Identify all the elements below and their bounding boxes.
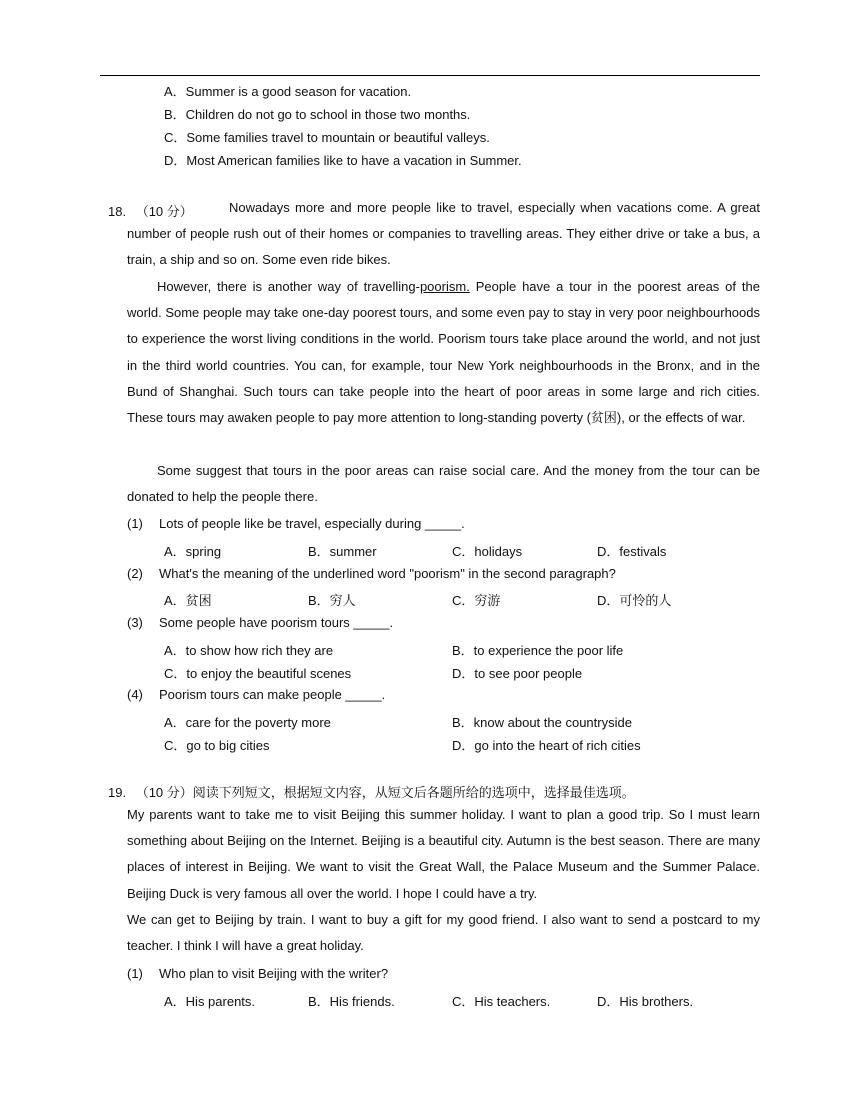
- q18-1-option-a[interactable]: A．spring: [164, 544, 222, 559]
- q18-1-option-d[interactable]: D．festivals: [597, 544, 667, 559]
- q19-paragraph-2: We can get to Beijing by train. I want to buy a gift for my good friend. I also want to send a postcard to my teacher. I think I will have a great holiday.: [127, 912, 760, 954]
- q18-sub-2: [127, 566, 616, 581]
- q18-1-option-b[interactable]: B．summer: [308, 544, 377, 559]
- q18-underlined-word: poorism.: [419, 279, 470, 294]
- q18-sub-4-num: (4): [127, 687, 143, 702]
- prev-option-b: B．Children do not go to school in those two months.: [164, 107, 471, 122]
- q19-1-option-d[interactable]: D．His brothers.: [597, 994, 694, 1009]
- q18-3-option-b[interactable]: B．to experience the poor life: [452, 643, 624, 658]
- q19-1-option-c[interactable]: C．His teachers.: [452, 994, 551, 1009]
- q18-number: 18.: [108, 204, 127, 219]
- q19-sub-1-num: (1): [127, 966, 143, 981]
- q18-4-option-d[interactable]: D．go into the heart of rich cities: [452, 738, 641, 753]
- q19-paragraph-1: My parents want to take me to visit Beijing this summer holiday. I want to plan a good trip. So I must learn something about Beijing on the Internet. Beijing is a beautiful city. Autumn is the best season. There are many places of interest in Beijing. We want to visit the Great Wall, the Palace Museum and the Summer Palace. Beijing Duck is very famous all over the world. I hope I could have a try.: [127, 807, 760, 901]
- q18-4-option-b[interactable]: B．know about the countryside: [452, 715, 632, 730]
- q18-sub-3-num: (3): [127, 615, 143, 630]
- q18-sub-3-text: Some people have poorism tours _____.: [159, 615, 394, 630]
- q18-3-option-a[interactable]: A．to show how rich they are: [164, 643, 334, 658]
- q18-sub-2-num: (2): [127, 566, 143, 581]
- q19-instruction: （10 分）阅读下列短文，根据短文内容，从短文后各题所给的选项中，选择最佳选项。: [135, 785, 635, 800]
- q18-sub-1-num: (1): [127, 516, 143, 531]
- q19-sub-1: [127, 966, 388, 981]
- q19-header: [108, 782, 635, 801]
- q18-sub-4-text: Poorism tours can make people _____.: [159, 687, 386, 702]
- prev-option-a: A．Summer is a good season for vacation.: [164, 84, 412, 99]
- q19-1-option-a[interactable]: A．His parents.: [164, 994, 256, 1009]
- q18-2-option-b[interactable]: B．穷人: [308, 593, 356, 608]
- q18-3-option-d[interactable]: D．to see poor people: [452, 666, 583, 681]
- q18-4-option-a[interactable]: A．care for the poverty more: [164, 715, 331, 730]
- q18-paragraph-3: Some suggest that tours in the poor areas can raise social care. And the money from the tour can be donated to help the people there.: [127, 463, 760, 505]
- prev-option-d: D．Most American families like to have a vacation in Summer.: [164, 153, 522, 168]
- q18-2-option-a[interactable]: A．贫困: [164, 593, 212, 608]
- q18-paragraph-2: [127, 274, 760, 431]
- q18-sub-1-text: Lots of people like be travel, especially during _____.: [159, 516, 465, 531]
- q18-p2-after: People have a tour in the poorest areas of the world. Some people may take one-day poorest tours, and some even pay to stay in very poor neighbourhoods to experience the worst living conditions in the world. Poorism tours take place around the world, and not just in the third world countries. You can, for example, tour New York neighbourhoods in the Bronx, and in the Bund of Shanghai. Such tours can take people into the heart of poor areas in some large and rich cities. These tours may awaken people to pay more attention to long-standing poverty (贫困), or the effects of war.: [127, 279, 760, 426]
- q18-score: （10 分）: [135, 204, 193, 219]
- prev-option-c: C．Some families travel to mountain or beautiful valleys.: [164, 130, 490, 145]
- q19-sub-1-text: Who plan to visit Beijing with the writer?: [159, 966, 389, 981]
- q19-number: 19.: [108, 785, 127, 800]
- q18-paragraph-1: Nowadays more and more people like to travel, especially when vacations come. A great number of people rush out of their homes or companies to travelling areas. They either drive or take a bus, a train, a ship and so on. Some even ride bikes.: [127, 200, 760, 268]
- q18-2-option-d[interactable]: D．可怜的人: [597, 593, 672, 608]
- q18-p2-before: However, there is another way of travelling-: [157, 279, 420, 294]
- header-rule: [100, 75, 760, 76]
- q18-4-option-c[interactable]: C．go to big cities: [164, 738, 270, 753]
- q18-3-option-c[interactable]: C．to enjoy the beautiful scenes: [164, 666, 352, 681]
- q18-sub-1: [127, 516, 465, 531]
- q19-1-option-b[interactable]: B．His friends.: [308, 994, 395, 1009]
- q18-sub-4: [127, 687, 385, 702]
- q18-1-option-c[interactable]: C．holidays: [452, 544, 523, 559]
- q18-2-option-c[interactable]: C．穷游: [452, 593, 501, 608]
- q18-sub-2-text: What's the meaning of the underlined word "poorism" in the second paragraph?: [159, 566, 616, 581]
- q18-sub-3: [127, 615, 393, 630]
